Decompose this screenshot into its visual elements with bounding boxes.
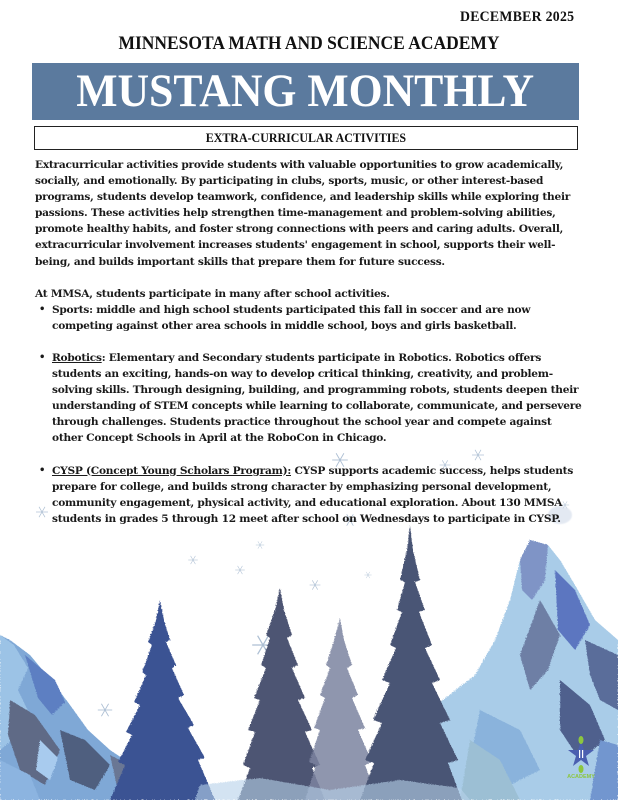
intro-paragraph: Extracurricular activities provide students with valuable opportunities to grow academically, socially, and emotionally. By participating in clubs, sports, music, or other interest-based programs, students develop teamwork, confidence, and leadership skills while exploring their passions. These activities help strengthen time-management and problem-solving abilities, promote healthy habits, and foster strong connections with peers and caring adults. Overall, extracurricular involvement increases students' engagement in school, supports their well-being, and builds important skills that prepare them for future success.: [35, 159, 571, 268]
school-name: MINNESOTA MATH AND SCIENCE ACADEMY: [118, 33, 500, 54]
article-body: [35, 157, 583, 527]
bullet-icon: •: [39, 464, 46, 476]
activity-text: CYSP supports academic success, helps students prepare for college, and builds strong character by emphasizing personal development, community engagement, physical activity, and educational exploration. About 130 MMSA students in grades 5 through 12 meet after school on Wednesdays to participate in CYSP.: [52, 464, 574, 525]
activities-lead: At MMSA, students participate in many after school activities.: [35, 287, 390, 300]
newsletter-title: MUSTANG MONTHLY: [76, 65, 535, 117]
list-item-sports: [35, 302, 583, 334]
list-item-cysp: [35, 463, 583, 527]
bullet-icon: •: [39, 351, 46, 363]
star-logo-icon: [563, 735, 599, 775]
label-separator: :: [101, 351, 109, 364]
section-title: EXTRA-CURRICULAR ACTIVITIES: [205, 130, 407, 145]
pine-trees: [110, 525, 462, 800]
newsletter-banner: [32, 63, 579, 120]
activity-label: Sports: [52, 303, 90, 316]
label-separator: :: [89, 303, 97, 316]
issue-date: DECEMBER 2025: [459, 9, 574, 25]
section-header-box: [34, 126, 578, 150]
school-logo: [563, 735, 599, 791]
bullet-icon: •: [39, 303, 46, 315]
logo-text: ACADEMY: [567, 774, 595, 780]
activities-list: [35, 302, 583, 527]
activity-label: Robotics: [52, 351, 102, 364]
activity-label: CYSP (Concept Young Scholars Program):: [52, 464, 291, 477]
activity-text: Elementary and Secondary students participate in Robotics. Robotics offers students an exciting, hands-on way to develop critical thinking, creativity, and problem-solving skills. Through designing, building, and programming robots, students deepen their understanding of STEM concepts while learning to collaborate, communicate, and persevere through challenges. Students practice throughout the school year and compete against other Concept Schools in April at the RoboCon in Chicago.: [52, 351, 582, 445]
list-item-robotics: [35, 350, 583, 447]
activity-text: middle and high school students participated this fall in soccer and are now competing against other area schools in middle school, boys and girls basketball.: [52, 303, 531, 332]
